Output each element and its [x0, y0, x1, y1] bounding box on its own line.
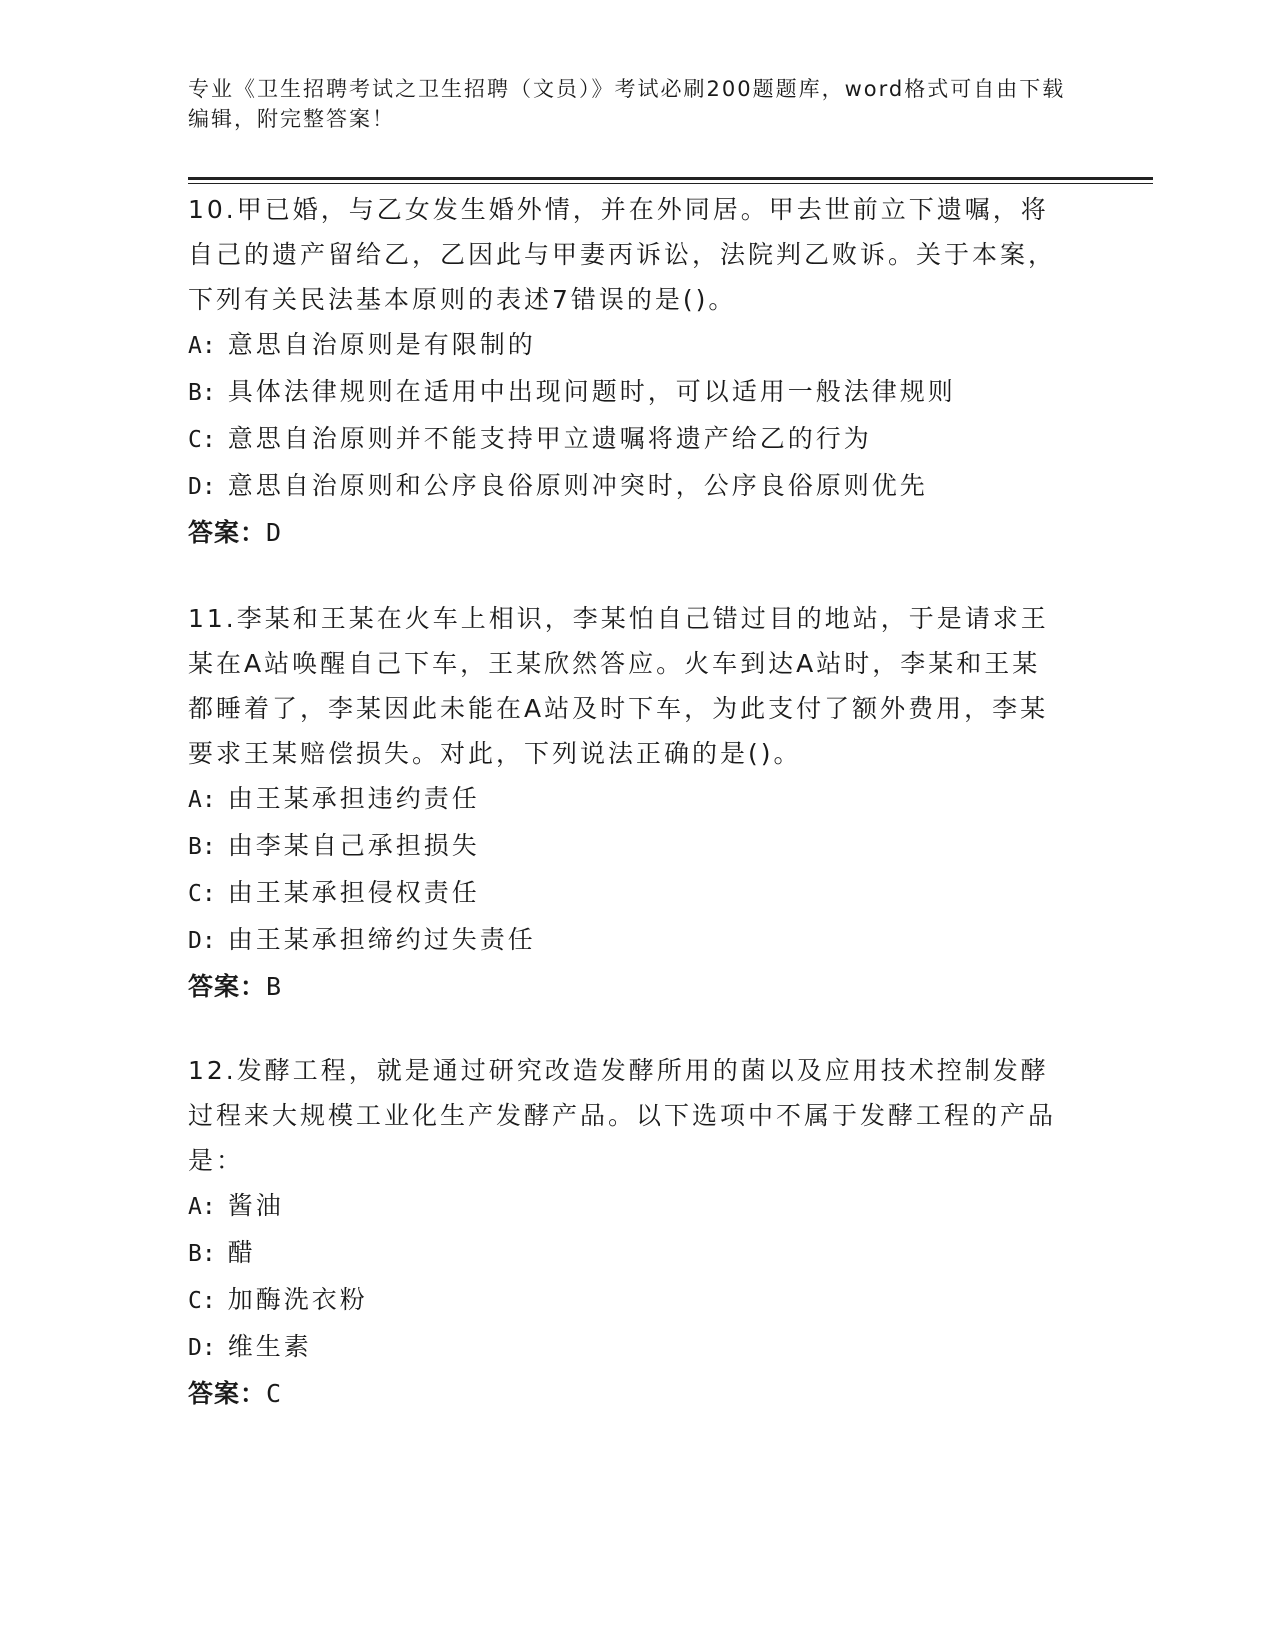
- option-key: B:: [188, 380, 216, 406]
- question-11: [188, 596, 1068, 1009]
- option-text: 由王某承担侵权责任: [227, 878, 480, 907]
- answer-line: [188, 510, 1068, 555]
- question-10: [188, 187, 1068, 555]
- option-key: D:: [188, 928, 216, 954]
- answer-line: [188, 1371, 1068, 1416]
- option-text: 意思自治原则并不能支持甲立遗嘱将遗产给乙的行为: [227, 424, 872, 453]
- question-stem: 12.发酵工程，就是通过研究改造发酵所用的菌以及应用技术控制发酵过程来大规模工业化生产发酵产品。以下选项中不属于发酵工程的产品是：: [188, 1056, 1057, 1175]
- option-b: [188, 369, 1068, 416]
- option-key: A:: [188, 787, 216, 813]
- answer-label: 答案：: [188, 972, 267, 1001]
- option-text: 酱油: [227, 1191, 284, 1220]
- answer-line: [188, 964, 1068, 1009]
- option-key: C:: [188, 881, 216, 907]
- question-12: [188, 1048, 1068, 1416]
- option-text: 意思自治原则是有限制的: [227, 330, 536, 359]
- option-text: 由王某承担违约责任: [227, 784, 480, 813]
- option-a: [188, 322, 1068, 369]
- option-text: 加酶洗衣粉: [227, 1285, 368, 1314]
- option-c: [188, 416, 1068, 463]
- option-c: [188, 870, 1068, 917]
- option-text: 意思自治原则和公序良俗原则冲突时，公序良俗原则优先: [227, 471, 928, 500]
- option-key: B:: [188, 834, 216, 860]
- option-text: 具体法律规则在适用中出现问题时，可以适用一般法律规则: [227, 377, 956, 406]
- option-b: [188, 1230, 1068, 1277]
- option-key: A:: [188, 1194, 216, 1220]
- option-b: [188, 823, 1068, 870]
- question-stem: 11.李某和王某在火车上相识，李某怕自己错过目的地站，于是请求王某在A站唤醒自己下车，王某欣然答应。火车到达A站时，李某和王某都睡着了，李某因此未能在A站及时下车，为此支付了额外费用，李某要求王某赔偿损失。对此，下列说法正确的是()。: [188, 604, 1049, 768]
- option-d: [188, 1324, 1068, 1371]
- option-text: 维生素: [227, 1332, 312, 1361]
- option-a: [188, 776, 1068, 823]
- option-text: 由李某自己承担损失: [227, 831, 480, 860]
- option-text: 由王某承担缔约过失责任: [227, 925, 536, 954]
- option-key: B:: [188, 1241, 216, 1267]
- option-key: A:: [188, 333, 216, 359]
- option-key: D:: [188, 1335, 216, 1361]
- question-stem: 10.甲已婚，与乙女发生婚外情，并在外同居。甲去世前立下遗嘱，将自己的遗产留给乙，乙因此与甲妻丙诉讼，法院判乙败诉。关于本案，下列有关民法基本原则的表述7错误的是()。: [188, 195, 1057, 314]
- header-divider-thin: [188, 183, 1153, 184]
- option-d: [188, 917, 1068, 964]
- option-key: D:: [188, 474, 216, 500]
- answer-value: C: [266, 1379, 283, 1408]
- option-key: C:: [188, 427, 216, 453]
- answer-value: D: [266, 518, 283, 547]
- answer-label: 答案：: [188, 1379, 267, 1408]
- document-intro: 专业《卫生招聘考试之卫生招聘（文员）》考试必刷200题题库，word格式可自由下载编辑，附完整答案！: [188, 77, 1066, 131]
- option-key: C:: [188, 1288, 216, 1314]
- option-a: [188, 1183, 1068, 1230]
- header-divider-thick: [188, 177, 1153, 180]
- answer-value: B: [266, 972, 283, 1001]
- option-c: [188, 1277, 1068, 1324]
- answer-label: 答案：: [188, 518, 267, 547]
- option-d: [188, 463, 1068, 510]
- option-text: 醋: [227, 1238, 256, 1267]
